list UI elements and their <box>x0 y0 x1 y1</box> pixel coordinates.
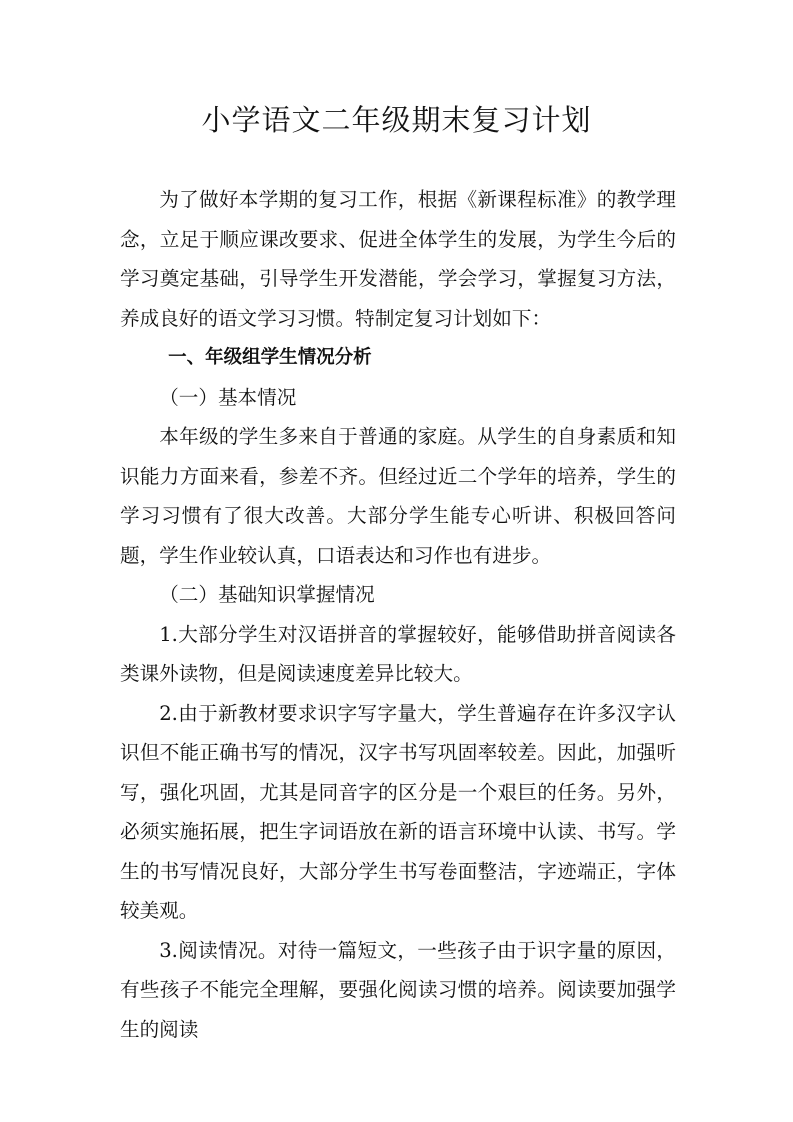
document-body <box>120 180 676 1049</box>
paragraph-basic-situation: 本年级的学生多来自于普通的家庭。从学生的自身素质和知识能力方面来看，参差不齐。但经过近二个学年的培养，学生的学习习惯有了很大改善。大部分学生能专心听讲、积极回答问题，学生作业较认真，口语表达和习作也有进步。 <box>120 425 676 567</box>
section-heading-student-analysis: 一、年级组学生情况分析 <box>168 347 372 368</box>
subheading-basic-knowledge: （二）基础知识掌握情况 <box>159 583 375 606</box>
document-title: 小学语文二年级期末复习计划 <box>201 103 592 137</box>
list-item-writing: 2.由于新教材要求识字写字量大，学生普遍存在许多汉字认识但不能正确书写的情况，汉字书写巩固率较差。因此，加强听写，强化巩固，尤其是同音字的区分是一个艰巨的任务。另外，必须实施拓展，把生字词语放在新的语言环境中认读、书写。学生的书写情况良好，大部分学生书写卷面整洁，字迹端正，字体较美观。 <box>120 701 676 922</box>
subheading-basic-situation: （一）基本情况 <box>159 385 297 409</box>
list-item-pinyin: 1.大部分学生对汉语拼音的掌握较好，能够借助拼音阅读各类课外读物，但是阅读速度差异比较大。 <box>120 622 676 685</box>
list-item-reading: 3.阅读情况。对待一篇短文，一些孩子由于识字量的原因，有些孩子不能完全理解，要强化阅读习惯的培养。阅读要加强学生的阅读 <box>120 938 676 1041</box>
intro-paragraph: 为了做好本学期的复习工作，根据《新课程标准》的教学理念，立足于顺应课改要求、促进全体学生的发展，为学生今后的学习奠定基础，引导学生开发潜能，学会学习，掌握复习方法，养成良好的语文学习习惯。特制定复习计划如下： <box>120 188 676 330</box>
